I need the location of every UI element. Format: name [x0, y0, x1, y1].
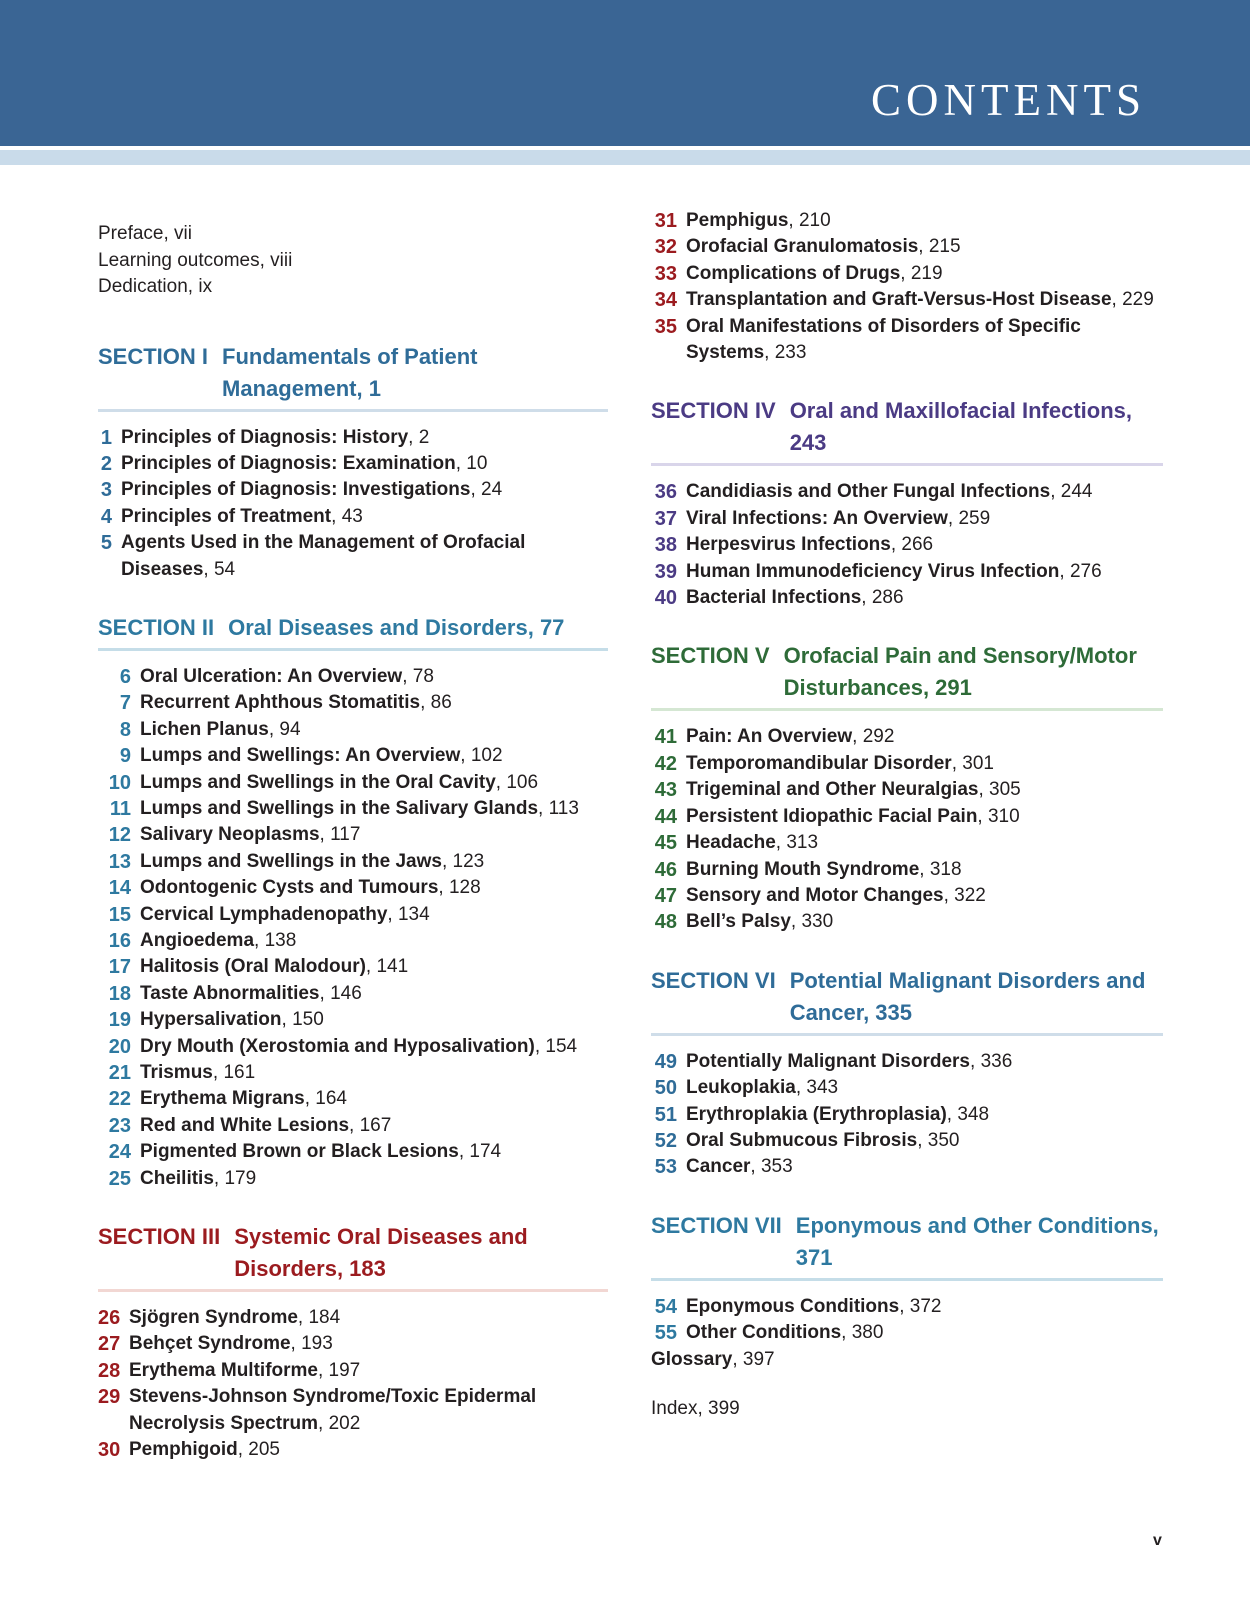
- chapter-entry[interactable]: 55 Other Conditions, 380: [654, 1322, 884, 1345]
- contents-left-column: [98, 208, 608, 1464]
- chapter-entry[interactable]: 17 Halitosis (Oral Malodour), 141: [108, 956, 409, 979]
- chapter-entry[interactable]: 25 Cheilitis, 179: [108, 1167, 257, 1190]
- chapter-list: [651, 1049, 1163, 1181]
- section-title: Eponymous and Other Conditions, 371: [795, 1212, 1159, 1270]
- chapter-entry[interactable]: 4 Principles of Treatment, 43: [100, 505, 363, 528]
- chapter-entry[interactable]: 45 Headache, 313: [654, 832, 819, 855]
- section-label: SECTION III: [98, 1224, 221, 1250]
- front-matter-item[interactable]: Dedication, ix: [98, 276, 213, 297]
- chapter-entry[interactable]: 31 Pemphigus, 210: [654, 210, 831, 232]
- chapter-entry[interactable]: 20 Dry Mouth (Xerostomia and Hyposalivation), 154: [108, 1035, 578, 1058]
- chapter-list-continued: [651, 208, 1163, 366]
- section-label: SECTION IV: [651, 398, 776, 424]
- chapter-entry[interactable]: 36 Candidiasis and Other Fungal Infections, 244: [654, 481, 1093, 504]
- chapter-entry[interactable]: 1 Principles of Diagnosis: History, 2: [100, 426, 430, 449]
- section-title: Fundamentals of Patient Management, 1: [222, 343, 478, 401]
- chapter-entry[interactable]: 14 Odontogenic Cysts and Tumours, 128: [108, 877, 481, 900]
- section-heading[interactable]: [651, 640, 1163, 711]
- section-7: [651, 1210, 1163, 1347]
- chapter-list: [651, 479, 1163, 611]
- chapter-entry[interactable]: 34 Transplantation and Graft-Versus-Host Disease, 229: [654, 289, 1154, 312]
- section-heading[interactable]: [651, 1210, 1163, 1281]
- section-5: [651, 640, 1163, 935]
- chapter-entry[interactable]: 37 Viral Infections: An Overview, 259: [654, 507, 991, 530]
- chapter-entry[interactable]: 28 Erythema Multiforme, 197: [98, 1359, 361, 1382]
- section-1: [98, 341, 608, 583]
- section-label: SECTION VI: [651, 967, 776, 993]
- section-heading[interactable]: [651, 395, 1163, 466]
- chapter-entry[interactable]: 24 Pigmented Brown or Black Lesions, 174: [108, 1141, 502, 1164]
- chapter-entry[interactable]: 39 Human Immunodeficiency Virus Infection, 276: [654, 560, 1102, 583]
- section-heading[interactable]: [651, 965, 1163, 1036]
- chapter-list: [98, 1305, 608, 1463]
- section-label: SECTION VII: [651, 1212, 782, 1238]
- section-heading[interactable]: [98, 1221, 608, 1292]
- chapter-entry[interactable]: 27 Behçet Syndrome, 193: [98, 1333, 333, 1356]
- chapter-entry[interactable]: 49 Potentially Malignant Disorders, 336: [654, 1050, 1013, 1073]
- chapter-entry[interactable]: 26 Sjögren Syndrome, 184: [98, 1307, 341, 1330]
- front-matter-list: [98, 221, 608, 301]
- chapter-entry[interactable]: 47 Sensory and Motor Changes, 322: [654, 884, 986, 907]
- chapter-entry[interactable]: 2 Principles of Diagnosis: Examination, 10: [100, 452, 488, 475]
- section-label: SECTION I: [98, 343, 209, 369]
- chapter-entry[interactable]: 18 Taste Abnormalities, 146: [108, 982, 362, 1005]
- section-label: SECTION V: [651, 643, 770, 669]
- chapter-entry[interactable]: 41 Pain: An Overview, 292: [654, 726, 895, 749]
- page-title: CONTENTS: [871, 75, 1146, 125]
- chapter-list: [651, 1294, 1163, 1347]
- front-matter-item[interactable]: Preface, vii: [98, 223, 192, 244]
- section-heading[interactable]: [98, 612, 608, 651]
- glossary-entry[interactable]: Glossary, 397: [651, 1348, 775, 1370]
- chapter-entry[interactable]: 8 Lichen Planus, 94: [119, 718, 301, 741]
- chapter-entry[interactable]: 38 Herpesvirus Infections, 266: [654, 534, 934, 557]
- chapter-entry[interactable]: 42 Temporomandibular Disorder, 301: [654, 752, 994, 775]
- chapter-entry[interactable]: 19 Hypersalivation, 150: [108, 1009, 324, 1032]
- chapter-entry[interactable]: 40 Bacterial Infections, 286: [654, 587, 904, 610]
- chapter-entry[interactable]: 44 Persistent Idiopathic Facial Pain, 310: [654, 805, 1020, 828]
- chapter-entry[interactable]: 3 Principles of Diagnosis: Investigations, 24: [100, 479, 503, 502]
- section-title: Orofacial Pain and Sensory/Motor Disturbances, 291: [783, 643, 1137, 701]
- front-matter-item[interactable]: Learning outcomes, viii: [98, 249, 293, 271]
- chapter-entry[interactable]: 54 Eponymous Conditions, 372: [654, 1295, 942, 1318]
- section-title: Oral Diseases and Disorders, 77: [228, 614, 565, 640]
- chapter-entry[interactable]: 35 Oral Manifestations of Disorders of Specific Systems, 233: [654, 315, 1081, 364]
- section-2: [98, 612, 608, 1192]
- page-number: v: [1153, 1532, 1162, 1549]
- section-title: Potential Malignant Disorders and Cancer, 335: [789, 967, 1146, 1025]
- chapter-entry[interactable]: 5 Agents Used in the Management of Orofacial Diseases, 54: [100, 532, 526, 580]
- chapter-entry[interactable]: 6 Oral Ulceration: An Overview, 78: [119, 665, 434, 688]
- chapter-entry[interactable]: 16 Angioedema, 138: [108, 930, 297, 952]
- chapter-entry[interactable]: 22 Erythema Migrans, 164: [108, 1088, 347, 1111]
- chapter-entry[interactable]: 23 Red and White Lesions, 167: [108, 1114, 392, 1137]
- section-6: [651, 965, 1163, 1181]
- chapter-entry[interactable]: 52 Oral Submucous Fibrosis, 350: [654, 1129, 960, 1152]
- section-3: [98, 1221, 608, 1463]
- header-stripe: [0, 150, 1250, 165]
- chapter-entry[interactable]: 15 Cervical Lymphadenopathy, 134: [108, 903, 430, 926]
- section-4: [651, 395, 1163, 611]
- section-heading[interactable]: [98, 341, 608, 412]
- section-label: SECTION II: [98, 614, 215, 640]
- chapter-entry[interactable]: 21 Trismus, 161: [108, 1062, 256, 1085]
- chapter-entry[interactable]: 51 Erythroplakia (Erythroplasia), 348: [654, 1103, 990, 1126]
- chapter-entry[interactable]: 13 Lumps and Swellings in the Jaws, 123: [108, 850, 485, 873]
- chapter-list: [98, 664, 608, 1192]
- back-matter: [651, 1347, 1163, 1423]
- chapter-entry[interactable]: 50 Leukoplakia, 343: [654, 1077, 839, 1100]
- chapter-entry[interactable]: 48 Bell’s Palsy, 330: [654, 911, 834, 934]
- chapter-entry[interactable]: 7 Recurrent Aphthous Stomatitis, 86: [119, 692, 452, 715]
- header-banner: [0, 0, 1250, 146]
- chapter-list: [98, 425, 608, 583]
- section-title: Oral and Maxillofacial Infections, 243: [789, 398, 1132, 456]
- chapter-entry[interactable]: 9 Lumps and Swellings: An Overview, 102: [119, 745, 503, 768]
- chapter-entry[interactable]: 46 Burning Mouth Syndrome, 318: [654, 858, 962, 881]
- chapter-entry[interactable]: 33 Complications of Drugs, 219: [654, 262, 943, 285]
- chapter-entry[interactable]: 29 Stevens-Johnson Syndrome/Toxic Epidermal Necrolysis Spectrum, 202: [98, 1386, 537, 1434]
- chapter-entry[interactable]: 32 Orofacial Granulomatosis, 215: [654, 236, 961, 259]
- chapter-entry[interactable]: 12 Salivary Neoplasms, 117: [108, 824, 361, 847]
- chapter-entry[interactable]: 30 Pemphigoid, 205: [98, 1439, 280, 1462]
- chapter-entry[interactable]: 10 Lumps and Swellings in the Oral Cavity, 106: [108, 771, 539, 794]
- index-entry[interactable]: Index, 399: [651, 1397, 740, 1419]
- chapter-entry[interactable]: 53 Cancer, 353: [654, 1156, 793, 1179]
- chapter-list: [651, 724, 1163, 935]
- chapter-entry[interactable]: 43 Trigeminal and Other Neuralgias, 305: [654, 779, 1021, 802]
- section-title: Systemic Oral Diseases and Disorders, 183: [234, 1224, 528, 1282]
- contents-right-column: [651, 208, 1163, 1422]
- chapter-entry[interactable]: 11 Lumps and Swellings in the Salivary Glands, 113: [109, 797, 579, 820]
